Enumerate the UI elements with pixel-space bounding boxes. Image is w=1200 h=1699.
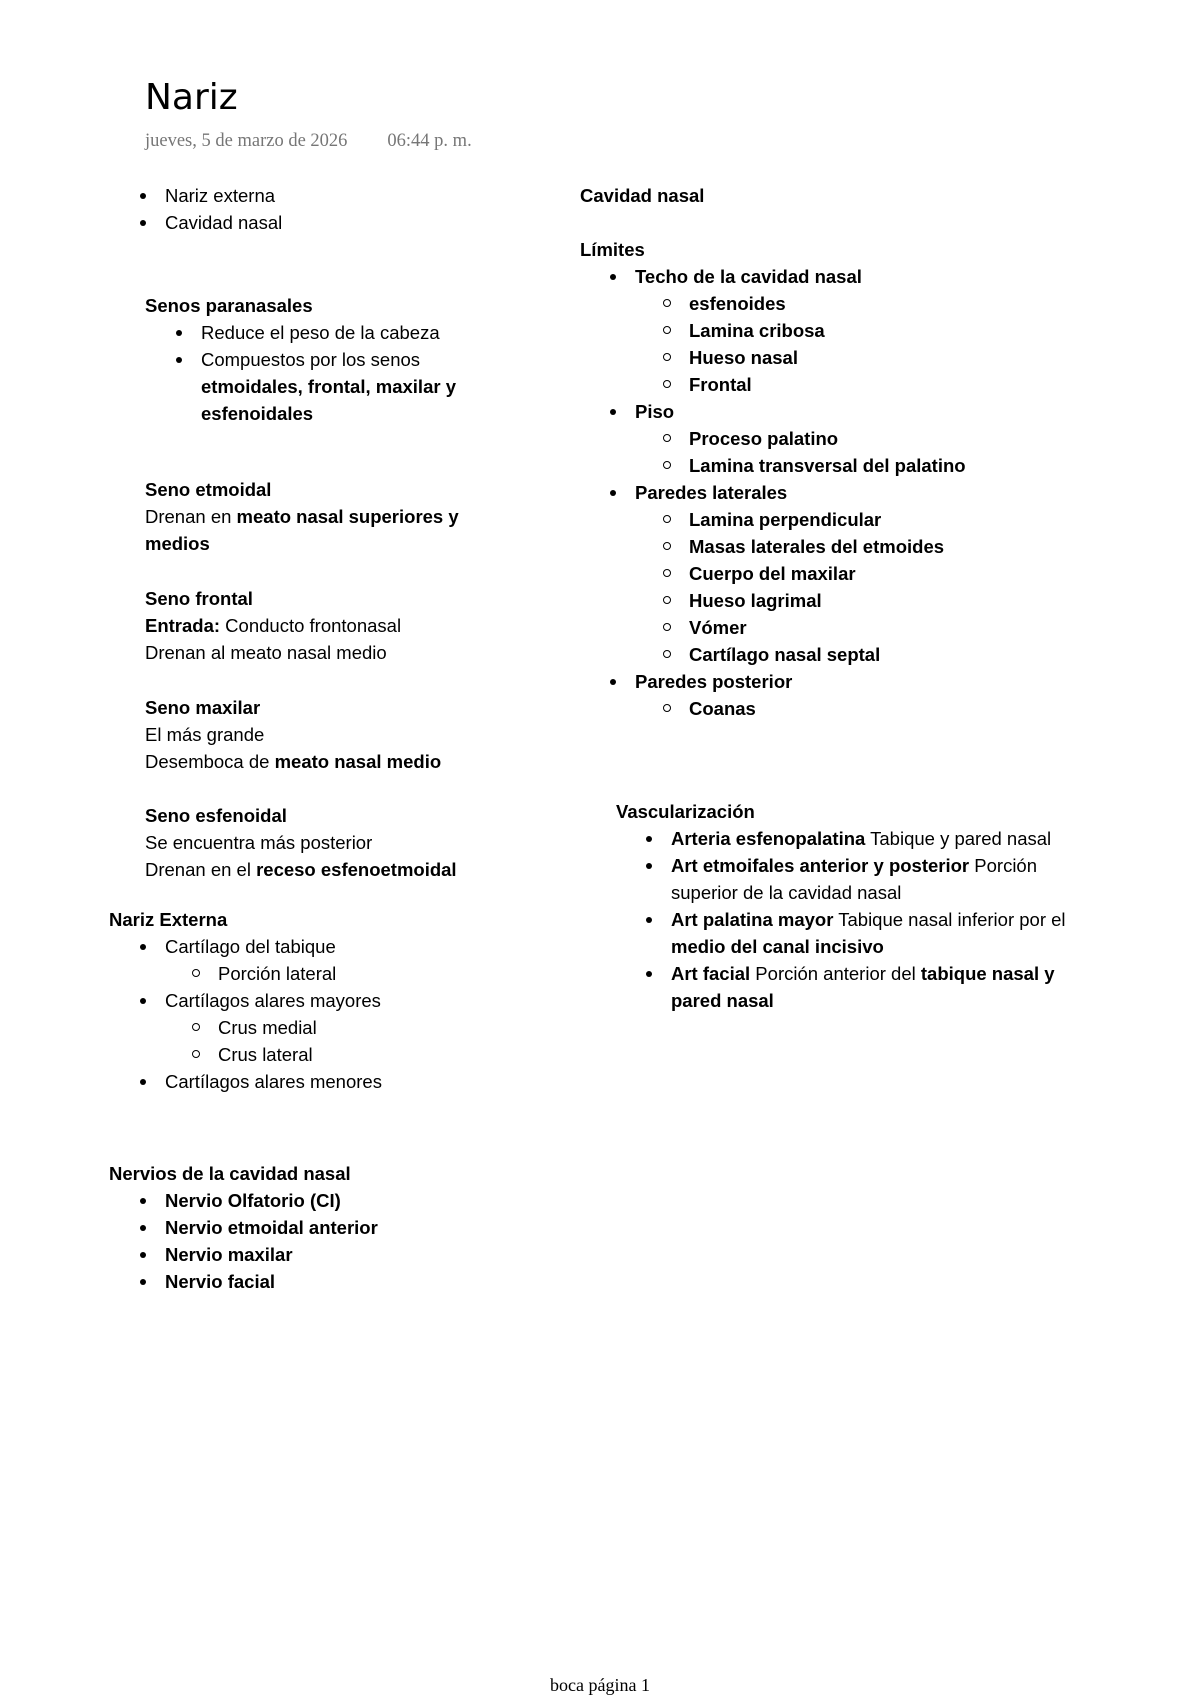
section-heading: Seno maxilar — [145, 697, 261, 718]
list-item: Cartílagos alares mayores — [165, 987, 382, 1014]
list-item: Nervio etmoidal anterior — [165, 1214, 378, 1241]
sub-list-item: Lamina perpendicular — [689, 506, 966, 533]
list-item: Paredes posterior — [635, 668, 966, 695]
page-date: jueves, 5 de marzo de 2026 — [145, 131, 348, 151]
list-item: Arteria esfenopalatina Tabique y pared nasal — [671, 825, 1066, 852]
list-item: Nariz externa — [165, 182, 282, 209]
list-item-continuation: medio del canal incisivo — [671, 936, 884, 957]
sub-list-item: Lamina transversal del palatino — [689, 452, 966, 479]
list-item: Art etmoifales anterior y posterior Porción — [671, 852, 1066, 879]
sub-list-item: Cuerpo del maxilar — [689, 560, 966, 587]
list-item: Art facial Porción anterior del tabique nasal y — [671, 960, 1066, 987]
sub-list-item: Frontal — [689, 371, 966, 398]
list-item: Cavidad nasal — [165, 209, 282, 236]
text-line: El más grande — [145, 724, 265, 745]
sub-list-item: Lamina cribosa — [689, 317, 966, 344]
section-heading: Cavidad nasal — [580, 185, 705, 206]
sub-list-item: Coanas — [689, 695, 966, 722]
page-time: 06:44 p. m. — [387, 131, 472, 151]
list-item: Nervio maxilar — [165, 1241, 378, 1268]
section-heading: Seno etmoidal — [145, 479, 272, 500]
subsection-heading: Límites — [580, 239, 645, 260]
sub-list-item: Crus lateral — [218, 1041, 382, 1068]
text-line: Entrada: Conducto frontonasal — [145, 615, 402, 636]
list-item-continuation: esfenoidales — [201, 403, 314, 424]
sub-list-item: Vómer — [689, 614, 966, 641]
sub-list-item: esfenoides — [689, 290, 966, 317]
list-item: Techo de la cavidad nasal — [635, 263, 966, 290]
section-heading: Nervios de la cavidad nasal — [109, 1163, 351, 1184]
sub-list-item: Hueso nasal — [689, 344, 966, 371]
sub-list-item: Cartílago nasal septal — [689, 641, 966, 668]
text-line: Se encuentra más posterior — [145, 832, 373, 853]
list-item: Paredes laterales — [635, 479, 966, 506]
nariz-externa-section — [109, 906, 382, 1095]
seno-maxilar — [145, 694, 441, 775]
text-line: Drenan en el receso esfenoetmoidal — [145, 859, 457, 880]
sub-list-item: Masas laterales del etmoides — [689, 533, 966, 560]
list-item: Piso — [635, 398, 966, 425]
list-item: Reduce el peso de la cabeza — [201, 319, 456, 346]
page-datetime — [145, 128, 472, 155]
list-item: Cartílagos alares menores — [165, 1068, 382, 1095]
section-heading: Senos paranasales — [145, 295, 313, 316]
page-footer: boca página 1 — [550, 1675, 650, 1695]
seno-etmoidal — [145, 476, 459, 557]
list-item: Cartílago del tabique — [165, 933, 382, 960]
text-line: Drenan al meato nasal medio — [145, 642, 387, 663]
sub-list-item: Porción lateral — [218, 960, 382, 987]
sub-list-item: Hueso lagrimal — [689, 587, 966, 614]
list-item-continuation: etmoidales, frontal, maxilar y — [201, 376, 456, 397]
list-item: Nervio Olfatorio (CI) — [165, 1187, 378, 1214]
page-title: Nariz — [145, 77, 238, 118]
text-line: Desemboca de meato nasal medio — [145, 751, 442, 772]
section-heading: Seno frontal — [145, 588, 253, 609]
list-item: Compuestos por los senos — [201, 346, 456, 373]
list-item-continuation: superior de la cavidad nasal — [671, 882, 902, 903]
list-item: Art palatina mayor Tabique nasal inferior por el — [671, 906, 1066, 933]
section-heading: Seno esfenoidal — [145, 805, 287, 826]
seno-esfenoidal — [145, 802, 457, 883]
section-heading: Nariz Externa — [109, 909, 228, 930]
text-line: Drenan en meato nasal superiores y — [145, 506, 459, 527]
sub-list-item: Proceso palatino — [689, 425, 966, 452]
list-item-continuation: pared nasal — [671, 990, 774, 1011]
seno-frontal — [145, 585, 401, 666]
intro-list — [165, 182, 282, 236]
sub-list-item: Crus medial — [218, 1014, 382, 1041]
senos-section — [145, 292, 456, 427]
vascularizacion-section — [616, 798, 1066, 1014]
section-heading: Vascularización — [616, 801, 755, 822]
nervios-section — [109, 1160, 378, 1295]
text-line: medios — [145, 533, 210, 554]
cavidad-nasal-section — [580, 182, 966, 722]
list-item: Nervio facial — [165, 1268, 378, 1295]
